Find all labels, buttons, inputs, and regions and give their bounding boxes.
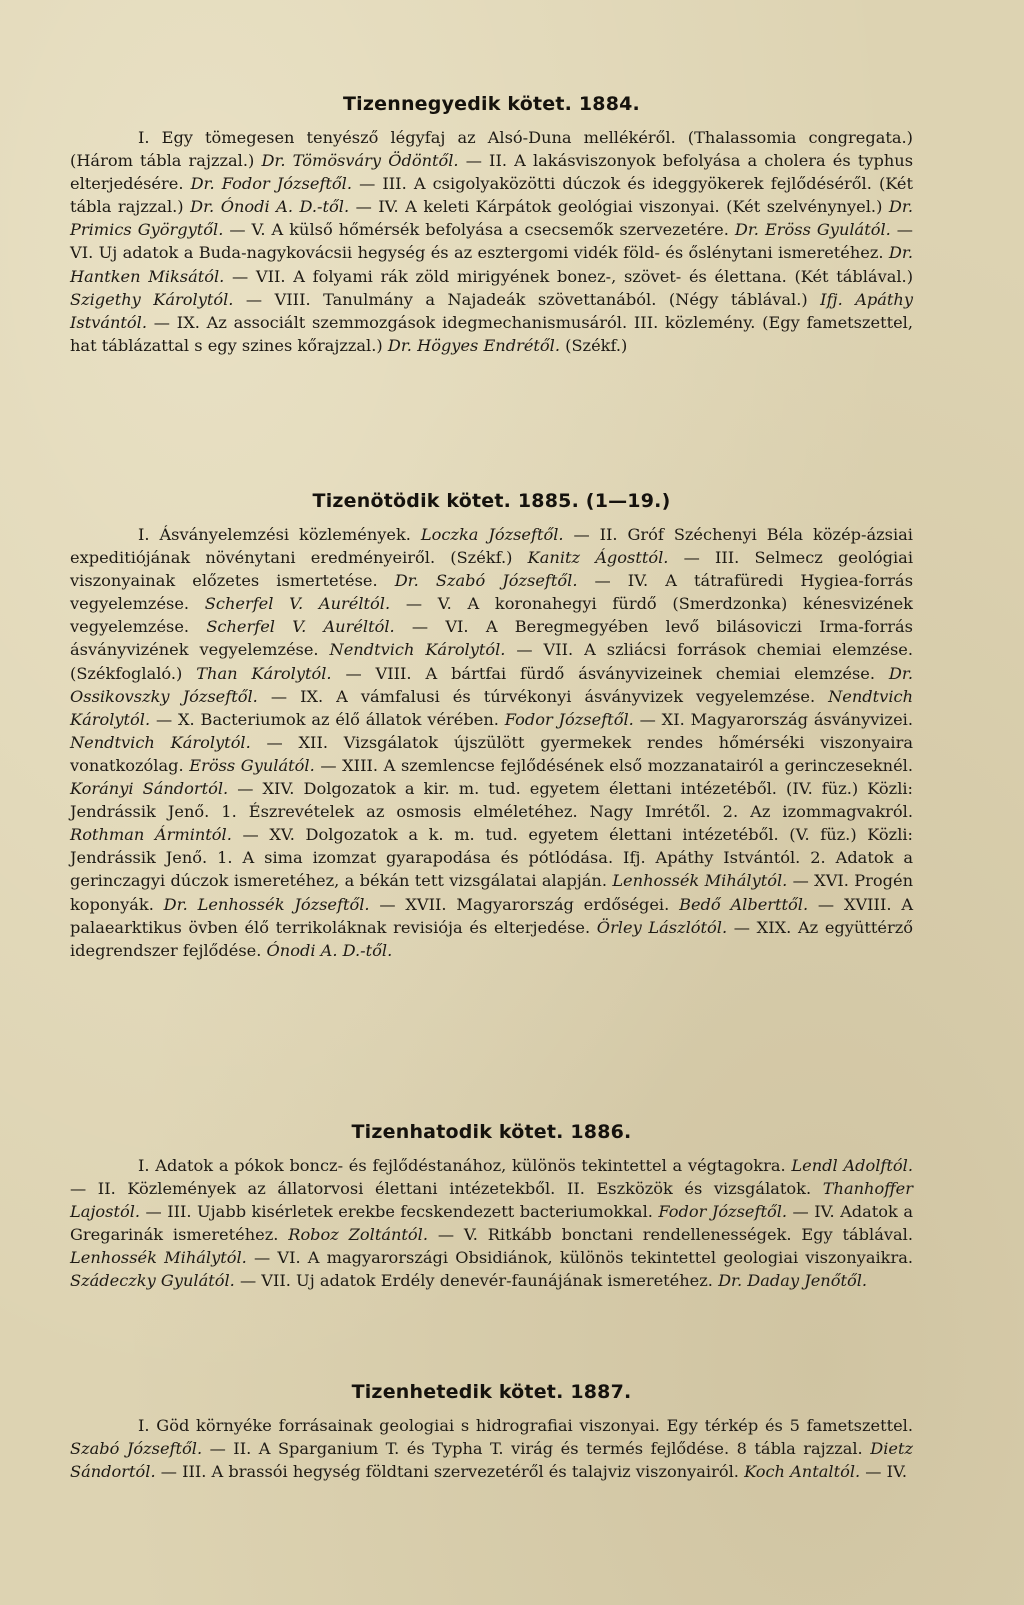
author-name: Fodor Józseftől. <box>658 1202 788 1222</box>
volume-heading: Tizenhetedik kötet. 1887. <box>351 1381 632 1403</box>
entry-text: — XII. Vizsgálatok újszülött gyermekek rendes hőmérséki viszonyaira vonatkozólag. <box>70 732 913 775</box>
entry-text: — V. A külső hőmérsék befolyása a csecsemők szervezetére. <box>223 220 735 240</box>
author-name: Dr. Fodor Józseftől. <box>190 174 353 194</box>
entry-text: — XIX. Az együttérző idegrendszer fejlődése. <box>70 917 913 960</box>
author-name: Dietz Sándortól. <box>70 1439 913 1482</box>
entry-text: — V. Ritkább bonctani rendellenességek. Egy táblával. <box>428 1225 913 1245</box>
entry-text: — VI. A Beregmegyében levő bilásoviczi Irma-forrás ásványvizének vegyelemzése. <box>70 617 913 660</box>
author-name: Dr. Eröss Gyulától. <box>734 220 891 240</box>
entry-text: — VII. Uj adatok Erdély denevér-faunájának ismeretéhez. <box>234 1271 719 1291</box>
volume-heading: Tizennegyedik kötet. 1884. <box>343 93 640 115</box>
author-name: Dr. Ossikovszky Józseftől. <box>70 663 913 706</box>
entry-text: — II. Gróf Széchenyi Béla közép-ázsiai expeditiójának növénytani eredményeiről. (Székf.) <box>70 525 913 568</box>
author-name: Thanhoffer Lajostól. <box>70 1179 913 1222</box>
entry-text: I. Göd környéke forrásainak geologiai s hidrografiai viszonyai. Egy térkép és 5 fametszettel. <box>138 1416 913 1435</box>
author-name: Dr. Ónodi A. D.-től. <box>190 197 350 217</box>
author-name: Ónodi A. D.-től. <box>266 940 393 960</box>
entry-text: — III. Selmecz geológiai viszonyainak előzetes ismertetése. <box>70 548 913 591</box>
author-name: Dr. Daday Jenőtől. <box>718 1271 868 1291</box>
author-name: Nendtvich Károlytól. <box>329 640 506 660</box>
entry-text: I. Adatok a pókok boncz- és fejlődéstanához, különös tekintettel a végtagokra. <box>138 1156 792 1175</box>
author-name: Than Károlytól. <box>196 663 332 683</box>
entry-text: — VIII. A bártfai fürdő ásványvizeinek chemiai elemzése. <box>331 663 889 683</box>
entry-text: — II. Közlemények az állatorvosi élettani intézetekből. II. Eszközök és vizsgálatok. <box>70 1179 823 1199</box>
volume-contents <box>70 523 913 962</box>
entry-text: — XV. Dolgozatok a k. m. tud. egyetem élettani intézetéből. (V. füz.) Közli: Jendrássik Jenő. 1. A sima izomzat gyarapodása és pótlódása. Ifj. Apáthy Istvántól. 2. Adatok a gerinczagyi dúczok ismeretéhez, a békán tett vizsgálatai alapján. <box>70 825 914 891</box>
volume-contents <box>70 126 913 357</box>
author-name: Ifj. Apáthy Istvántól. <box>70 289 913 332</box>
volume-1884-section <box>70 92 913 357</box>
author-name: Kanitz Ágosttól. <box>527 548 669 568</box>
author-name: Scherfel V. Auréltól. <box>204 594 391 614</box>
entry-text: — VI. A magyarországi Obsidiánok, különös tekintettel geologiai viszonyaikra. <box>246 1248 913 1268</box>
author-name: Dr. Lenhossék Józseftől. <box>163 894 370 914</box>
entry-text: — XIII. A szemlencse fejlődésének első mozzanatairól a gerinczeseknél. <box>314 755 913 775</box>
author-name: Loczka Józseftől. <box>420 525 564 544</box>
author-name: Roboz Zoltántól. <box>288 1225 428 1245</box>
entry-text: — VI. Uj adatok a Buda-nagykovácsii hegység és az esztergomi vidék föld- és őslénytani ismeretéhez. <box>70 220 913 263</box>
author-name: Dr. Tömösváry Ödöntől. <box>261 151 459 171</box>
entry-text: — XI. Magyarország ásványvizei. <box>633 709 913 729</box>
author-name: Lenhossék Mihálytól. <box>70 1248 247 1268</box>
author-name: Szabó Józseftől. <box>70 1439 203 1459</box>
author-name: Lenhossék Mihálytól. <box>612 871 788 891</box>
author-name: Dr. Szabó Józseftől. <box>394 571 578 591</box>
entry-text: — XIV. Dolgozatok a kir. m. tud. egyetem élettani intézetéből. (IV. füz.) Közli: Jendrássik Jenő. 1. Észrevételek az osmosis elméletéhez. Nagy Imrétől. 2. Az izommagvakról. <box>70 779 913 822</box>
author-name: Dr. Hantken Miksától. <box>70 243 913 286</box>
entry-text: — III. A csigolyaközötti dúczok és ideggyökerek fejlődéséről. (Két tábla rajzzal.) <box>70 174 914 217</box>
entry-text: — IX. Az associált szemmozgások idegmechanismusáról. III. közlemény. (Egy fametszettel, hat táblázattal s egy szines kőrajzzal.) <box>70 312 913 355</box>
entry-text: — XVI. Progén koponyák. <box>70 871 914 914</box>
author-name: Koch Antaltól. <box>744 1462 861 1482</box>
author-name: Szigethy Károlytól. <box>70 289 234 309</box>
author-name: Dr. Primics Györgytől. <box>70 197 913 240</box>
author-name: Bedő Alberttől. <box>679 894 809 914</box>
entry-text: — II. A Sparganium T. és Typha T. virág és termés fejlődése. 8 tábla rajzzal. <box>202 1439 871 1459</box>
entry-text: — IV. <box>860 1462 908 1482</box>
entry-text: — VII. A szliácsi források chemiai elemzése. (Székfoglaló.) <box>70 640 914 683</box>
author-name: Nendtvich Károlytól. <box>70 686 913 729</box>
entry-text: — XVIII. A palaearktikus övben élő terrikoláknak revisiója és elterjedése. <box>70 894 914 937</box>
entry-text: — IV. A keleti Kárpátok geológiai viszonyai. (Két szelvénynyel.) <box>349 197 889 217</box>
author-name: Fodor Józseftől. <box>504 709 634 729</box>
volume-1886-section <box>70 1120 913 1293</box>
author-name: Dr. Högyes Endrétől. <box>387 335 560 355</box>
entry-text: — IV. A tátrafüredi Hygiea-forrás vegyelemzése. <box>70 571 914 614</box>
volume-1887-section <box>70 1380 913 1483</box>
entry-text: — IV. Adatok a Gregarinák ismeretéhez. <box>70 1202 913 1245</box>
entry-text: — VIII. Tanulmány a Najadeák szövettanából. (Négy táblával.) <box>233 289 821 309</box>
author-name: Lendl Adolftól. <box>791 1156 913 1175</box>
volume-1885-section <box>70 489 913 962</box>
author-name: Örley Lászlótól. <box>596 917 728 937</box>
entry-text: — V. A koronahegyi fürdő (Smerdzonka) kénesvizének vegyelemzése. <box>70 594 913 637</box>
author-name: Scherfel V. Auréltól. <box>206 617 395 637</box>
entry-text: — IX. A vámfalusi és túrvékonyi ásványvizek vegyelemzése. <box>257 686 829 706</box>
author-name: Rothman Ármintól. <box>70 825 232 845</box>
author-name: Nendtvich Károlytól. <box>70 732 251 752</box>
entry-text: — III. A brassói hegység földtani szervezetéről és talajviz viszonyairól. <box>155 1462 745 1482</box>
author-name: Korányi Sándortól. <box>70 779 229 799</box>
entry-text: — III. Ujabb kisérletek erekbe fecskendezett bacteriumokkal. <box>140 1202 659 1222</box>
entry-text: I. Ásványelemzési közlemények. <box>138 525 421 544</box>
entry-text: — XVII. Magyarország erdőségei. <box>369 894 680 914</box>
volume-contents <box>70 1414 913 1483</box>
volume-heading: Tizenötödik kötet. 1885. (1—19.) <box>312 490 671 512</box>
author-name: Szádeczky Gyulától. <box>70 1271 235 1291</box>
volume-heading: Tizenhatodik kötet. 1886. <box>351 1121 632 1143</box>
entry-text: — VII. A folyami rák zöld mirigyének bonez-, szövet- és élettana. (Két táblával.) <box>224 266 914 286</box>
entry-text: (Székf.) <box>560 335 628 355</box>
entry-text: I. Egy tömegesen tenyésző légyfaj az Alsó-Duna mellékéről. (Thalassomia congregata.) (Három tábla rajzzal.) <box>70 128 913 171</box>
volume-contents <box>70 1154 913 1293</box>
author-name: Eröss Gyulától. <box>189 755 315 775</box>
entry-text: — II. A lakásviszonyok befolyása a cholera és typhus elterjedésére. <box>70 151 914 194</box>
entry-text: — X. Bacteriumok az élő állatok vérében. <box>150 709 505 729</box>
